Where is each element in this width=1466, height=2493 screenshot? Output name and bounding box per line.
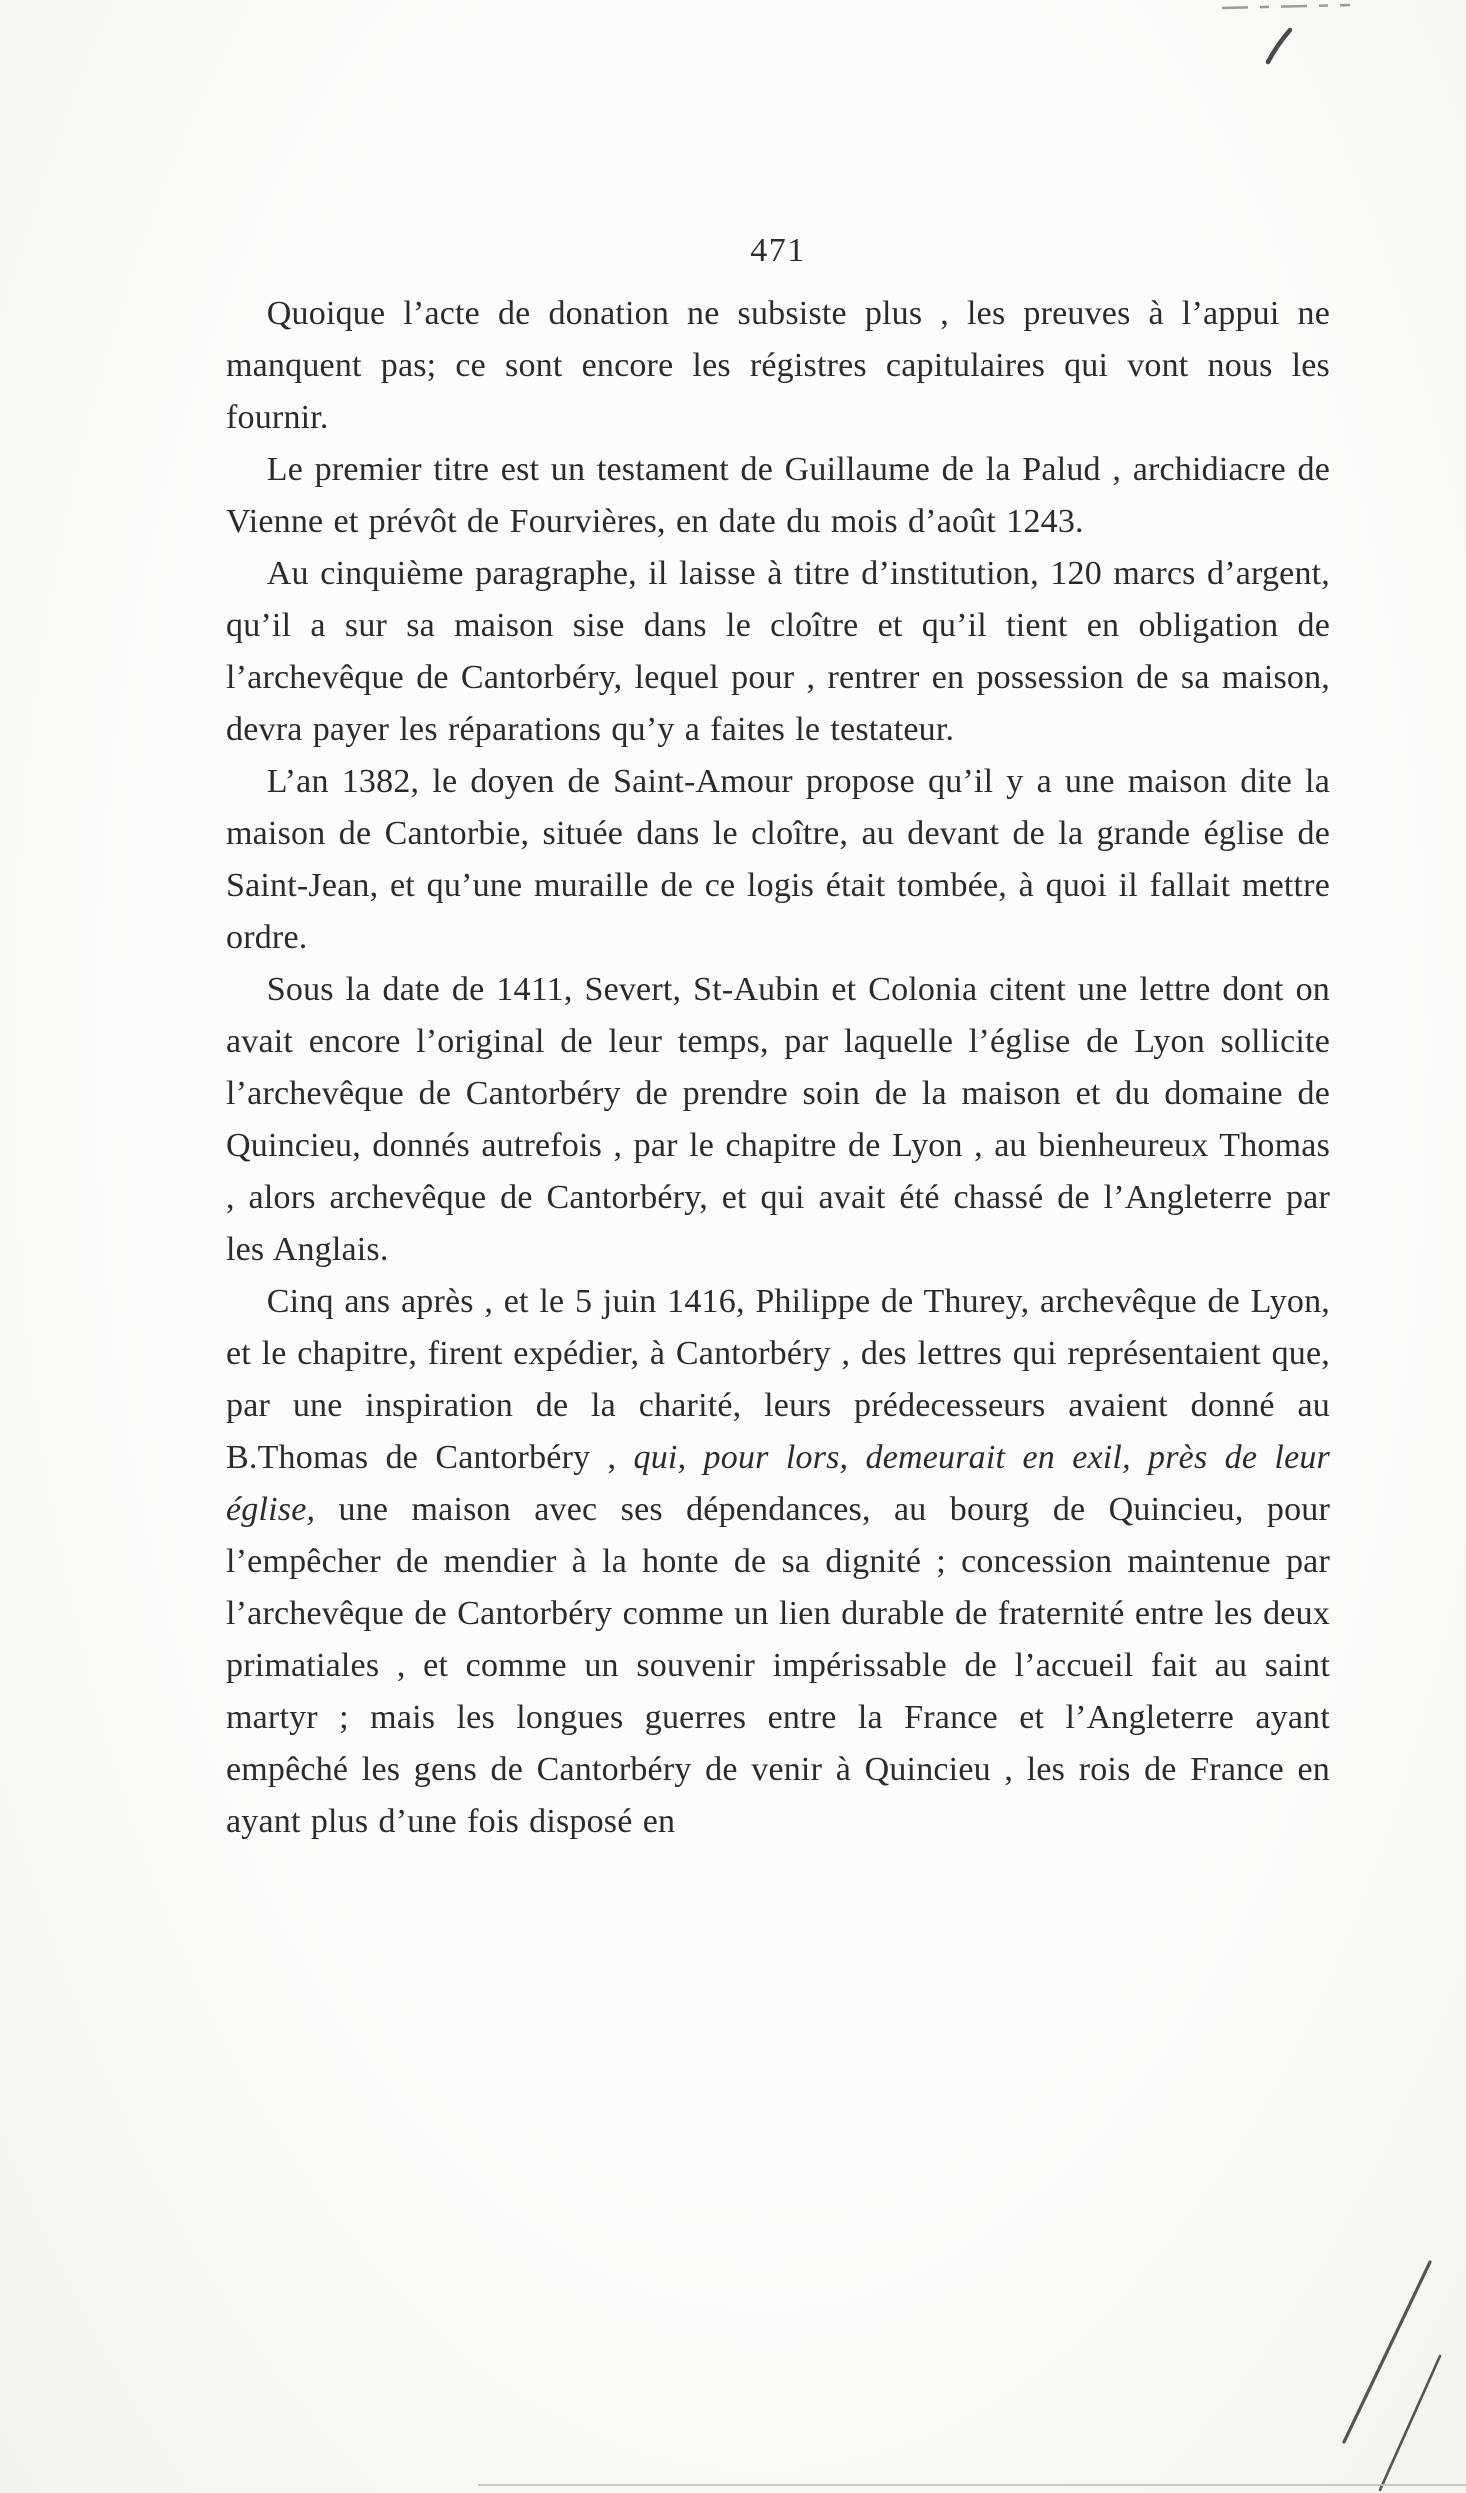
pen-mark-top-right: [1180, 0, 1466, 80]
paragraph-1: Quoique l’acte de donation ne subsiste plus , les preuves à l’appui ne manquent pas; ce sont encore les régistres capitulaires qui vont nous les fournir.: [226, 295, 1330, 436]
page-text: [226, 288, 1330, 1848]
paragraph-6-segment-2-italic: qui, pour lors, demeurait en exil, près de leur église,: [226, 1439, 1330, 1528]
page-content: [226, 232, 1330, 1848]
pen-stroke-artifact: [1380, 2356, 1440, 2490]
paragraph-3: Au cinquième paragraphe, il laisse à titre d’institution, 120 marcs d’argent, qu’il a sur sa maison sise dans le cloître et qu’il tient en obligation de l’archevêque de Cantorbéry, lequel pour , rentrer en possession de sa maison, devra payer les réparations qu’y a faites le testateur.: [226, 555, 1330, 748]
scan-edge-artifact: [478, 2484, 1466, 2486]
page-number: 471: [750, 232, 806, 269]
paragraph-6: [226, 1276, 1330, 1848]
pen-stroke-artifact: [1344, 2262, 1430, 2442]
paragraph-6-segment-1: Cinq ans après , et le 5 juin 1416, Philippe de Thurey, archevêque de Lyon, et le chapitre, firent expédier, à Cantorbéry , des lettres qui représentaient que, par une inspiration de la charité, leurs prédecesseurs avaient donné au B.Thomas de Cantorbéry ,: [226, 1283, 1330, 1476]
dashed-line-artifact: [1222, 5, 1350, 8]
pen-slash-artifact: [1268, 30, 1290, 62]
paragraph-6-segment-3: une maison avec ses dépendances, au bourg de Quincieu, pour l’empêcher de mendier à la honte de sa dignité ; concession maintenue par l’archevêque de Cantorbéry comme un lien durable de fraternité entre les deux primatiales , et comme un souvenir impérissable de l’accueil fait au saint martyr ; mais les longues guerres entre la France et l’Angleterre ayant empêché les gens de Cantorbéry de venir à Quincieu , les rois de France en ayant plus d’une fois disposé en: [226, 1491, 1330, 1840]
pen-mark-bottom-right: [1310, 2200, 1466, 2493]
paragraph-5: Sous la date de 1411, Severt, St-Aubin et Colonia citent une lettre dont on avait encore l’original de leur temps, par laquelle l’église de Lyon sollicite l’archevêque de Cantorbéry de prendre soin de la maison et du domaine de Quincieu, donnés autrefois , par le chapitre de Lyon , au bienheureux Thomas , alors archevêque de Cantorbéry, et qui avait été chassé de l’Angleterre par les Anglais.: [226, 971, 1330, 1268]
paragraph-2: Le premier titre est un testament de Guillaume de la Palud , archidiacre de Vienne et prévôt de Fourvières, en date du mois d’août 1243.: [226, 451, 1330, 540]
paragraph-4: L’an 1382, le doyen de Saint-Amour propose qu’il y a une maison dite la maison de Cantorbie, située dans le cloître, au devant de la grande église de Saint-Jean, et qu’une muraille de ce logis était tombée, à quoi il fallait mettre ordre.: [226, 763, 1330, 956]
